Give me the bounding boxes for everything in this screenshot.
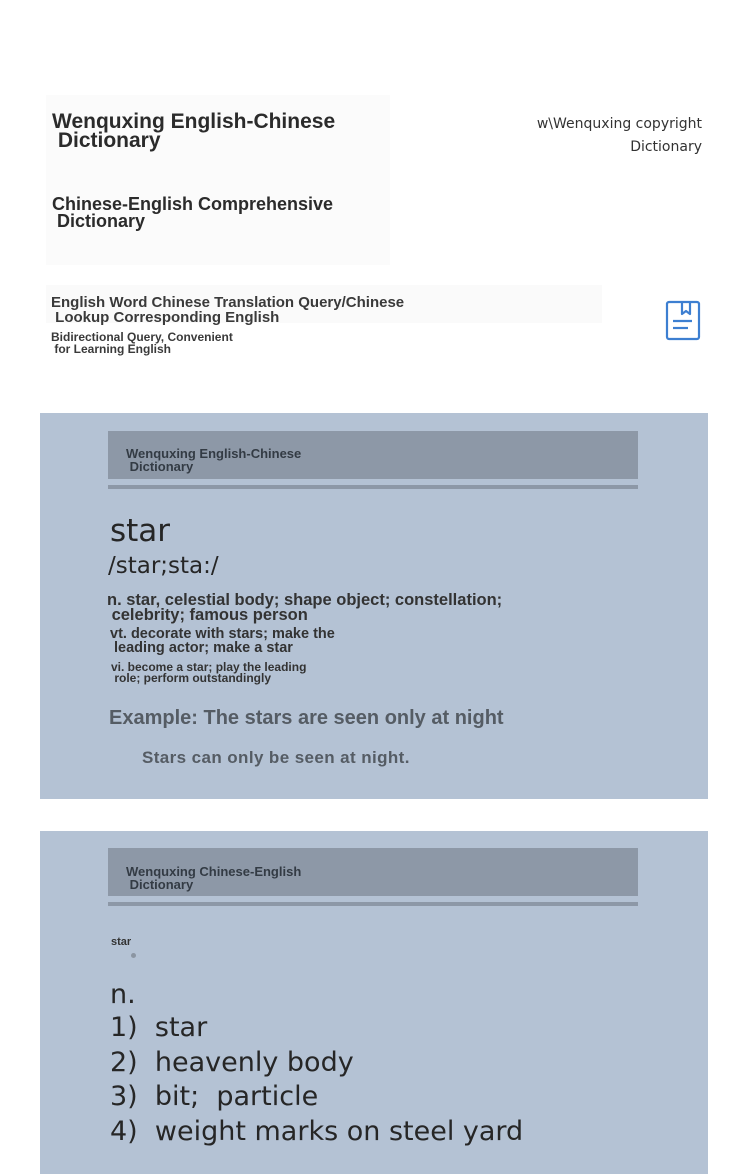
dot-marker xyxy=(131,953,136,958)
transitive-verb-definition: vt. decorate with stars; make the leading actor; make a star xyxy=(110,626,335,656)
part-of-speech: n. xyxy=(110,979,136,1010)
chinese-english-title: Chinese-English Comprehensive Dictionary xyxy=(52,194,334,231)
english-chinese-title: Wenquxing English-Chinese Dictionary xyxy=(52,110,336,152)
meaning-item: 2) heavenly body xyxy=(110,1046,354,1078)
headword: star xyxy=(111,936,132,948)
card-header-title: Wenquxing Chinese-English Dictionary xyxy=(126,864,302,892)
chinese-english-card xyxy=(40,831,708,1174)
noun-definition: n. star, celestial body; shape object; constellation; celebrity; famous person xyxy=(107,591,503,624)
feature-description: English Word Chinese Translation Query/Chinese Lookup Corresponding English xyxy=(51,294,405,326)
intransitive-verb-definition: vi. become a star; play the leading role; perform outstandingly xyxy=(111,660,307,685)
meaning-list xyxy=(110,1011,523,1149)
document-bookmark-icon xyxy=(664,299,702,343)
card-header-divider xyxy=(108,902,638,906)
phonetic: /star;sta:/ xyxy=(108,553,219,579)
example-translation: Stars can only be seen at night. xyxy=(142,748,410,767)
headword: star xyxy=(110,513,171,549)
meaning-item: 4) weight marks on steel yard xyxy=(110,1115,524,1147)
copyright-text: w\Wenquxing copyright Dictionary xyxy=(536,116,702,155)
feature-subdescription: Bidirectional Query, Convenient for Learning English xyxy=(51,330,233,356)
meaning-item: 1) star xyxy=(110,1012,208,1043)
card-header-title: Wenquxing English-Chinese Dictionary xyxy=(126,446,302,474)
example-sentence: Example: The stars are seen only at night xyxy=(109,707,504,729)
card-header-divider xyxy=(108,485,638,489)
english-chinese-card xyxy=(40,413,708,799)
meaning-item: 3) bit; particle xyxy=(110,1081,319,1112)
